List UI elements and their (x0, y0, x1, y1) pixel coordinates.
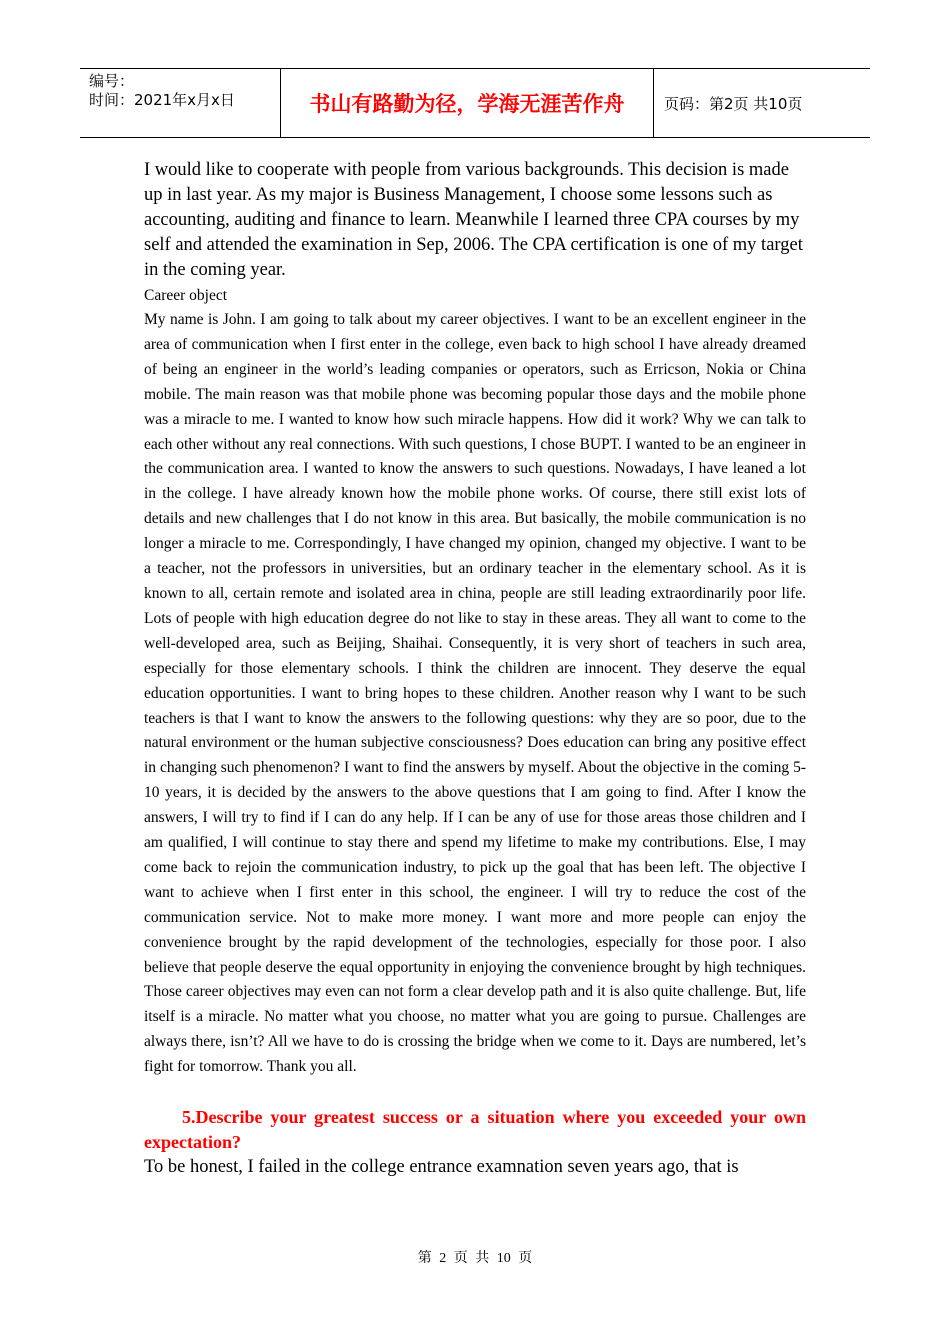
section-title: Career object (144, 287, 228, 304)
footer-total-pages: 10 (496, 1251, 511, 1266)
answer-paragraph: To be honest, I failed in the college entrance examnation seven years ago, that is (144, 1157, 739, 1178)
header-motto: 书山有路勤为径，学海无涯苦作舟 (281, 69, 654, 137)
header-page-info: 页码：第2页 共10页 (664, 94, 803, 113)
footer-prefix: 第 (417, 1251, 432, 1266)
footer-total-word: 页 (518, 1251, 533, 1266)
date-label: 时间：2021年x月x日 (89, 91, 235, 109)
page-header (80, 68, 870, 138)
document-body (144, 158, 806, 1180)
career-objective-paragraph: My name is John. I am going to talk about my career objectives. I want to be an excellent engineer in the area of communication when I first enter in the college, even back to high school I have already dreamed of being an engineer in the world’s leading companies or operators, such as Erricson, Nokia or China mobile. The main reason was that mobile phone was becoming popular those days and the mobile phone was a miracle to me. I wanted to know how such miracle happens. How did it work? Why we can talk to each other without any real connections. With such questions, I chose BUPT. I wanted to be an engineer in the communication area. I wanted to know the answers to such questions. Nowadays, I have leaned a lot in the college. I have already known how the mobile phone works. Of course, there still exist lots of details and new challenges that I do not know in this area. But basically, the mobile communication is no longer a miracle to me. Correspondingly, I have changed my opinion, changed my objective. I want to be a teacher, not the professors in universities, but an ordinary teacher in the elementary school. As it is known to all, certain remote and isolated area in china, people are still leading extraordinarily poor life. Lots of people with high education degree do not like to stay in these areas. They all want to come to the well-developed area, such as Beijing, Shaihai. Consequently, it is very short of teachers in such area, especially for those elementary schools. I think the children are innocent. They deserve the equal education opportunities. I want to bring hopes to these children. Another reason why I want to be such teachers is that I want to know the answers to the following questions: why they are so poor, due to the natural environment or the human subjective consciousness? Does education can bring any positive effect in changing such phenomenon? I want to find the answers by myself. About the objective in the coming 5-10 years, it is decided by the answers to the above questions that I am going to find. After I know the answers, I will try to find if I can do any help. If I can be any of use for those areas those children and I am qualified, I will continue to stay there and spend my lifetime to make my contributions. Else, I may come back to rejoin the communication industry, to pick up the goal that has been left. The objective I want to achieve when I first enter in this school, the engineer. I will try to reduce the cost of the communication service. Not to make more money. I want more and more people can enjoy the convenience brought by the rapid development of the technologies, especially for those poor. I also believe that people deserve the equal opportunity in enjoying the convenience brought by high techniques. Those career objectives may even can not form a clear develop path and it is also quite challenge. But, life itself is a miracle. No matter what you choose, no matter what you are going to pursue. Challenges are always there, isn’t? All we have to do is crossing the bridge when we come to it. Days are numbered, let’s fight for tomorrow. Thank you all. (144, 311, 806, 1076)
page-footer (0, 1247, 950, 1267)
header-meta (80, 69, 281, 137)
code-label: 编号： (89, 72, 135, 90)
intro-paragraph: I would like to cooperate with people from various backgrounds. This decision is made up in last year. As my major is Business Management, I choose some lessons such as accounting, auditing and finance to learn. Meanwhile I learned three CPA courses by my self and attended the examination in Sep, 2006. The CPA certification is one of my target in the coming year. (144, 160, 803, 280)
question-heading: 5.Describe your greatest success or a situation where you exceeded your own expectation? (144, 1107, 806, 1153)
footer-total-prefix: 共 (475, 1251, 490, 1266)
footer-page-number: 2 (439, 1251, 447, 1266)
footer-page-word: 页 (453, 1251, 468, 1266)
